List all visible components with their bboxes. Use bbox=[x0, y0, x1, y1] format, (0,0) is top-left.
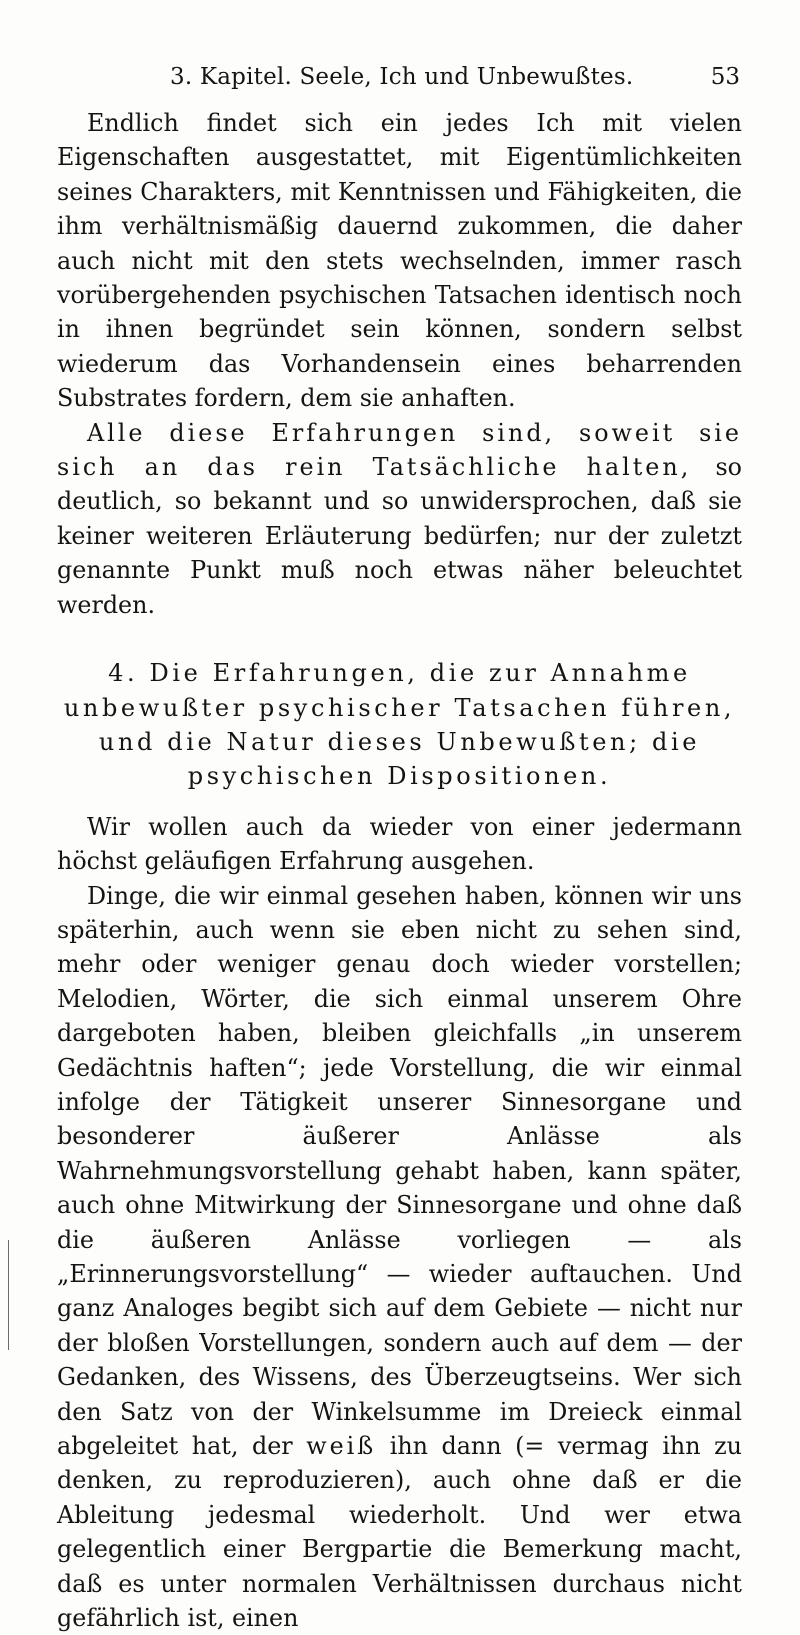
paragraph-eigenschaften: Endlich findet sich ein jedes Ich mit vielen Eigenschaften ausgestattet, mit Eigentümlichkeiten seines Charakters, mit Kenntnissen und Fähigkeiten, die ihm verhältnismäßig dauernd zukommen, die daher auch nicht mit den stets wechselnden, immer rasch vorübergehenden psychischen Tatsachen identisch noch in ihnen begründet sein können, sondern selbst wiederum das Vorhandensein eines beharrenden Substrates fordern, dem sie anhaften. bbox=[57, 109, 742, 413]
paragraph-text: Dinge, die wir einmal gesehen haben, können wir uns späterhin, auch wenn sie eben nicht zu sehen sind, mehr oder weniger genau doch wieder vorstellen; Melodien, Wörter, die sich einmal unserem Ohre dargeboten haben, bleiben gleichfalls „in unserem Gedächtnis haften“; jede Vorstellung, die wir einmal infolge der Tätigkeit unserer Sinnesorgane und besonderer äußerer Anlässe als Wahrnehmungsvorstellung gehabt haben, kann später, auch ohne Mitwirkung der Sinnesorgane und ohne daß die äußeren Anlässe vorliegen — als „Erinnerungsvorstellung“ — wieder auftauchen. Und ganz Analoges begibt sich auf dem Gebiete — nicht nur der bloßen Vorstellungen, sondern auch auf dem — der Gedanken, des Wissens, des Überzeugtseins. Wer sich den Satz von der Winkelsumme im Dreieck einmal abgeleitet hat, der bbox=[57, 881, 742, 1461]
paragraph-text: so deutlich, so bekannt und so unwidersprochen, daß sie keiner weiteren Erläuterung bedürfen; nur der zuletzt genannte Punkt muß noch etwas näher beleuchtet werden. bbox=[57, 453, 742, 619]
emphasized-word: weiß bbox=[306, 1432, 377, 1461]
page-body bbox=[57, 106, 742, 1635]
running-header bbox=[60, 64, 740, 104]
page-number: 53 bbox=[710, 64, 740, 90]
page-edge-line bbox=[8, 1240, 9, 1350]
paragraph-erfahrungen bbox=[57, 416, 742, 622]
paragraph-dinge bbox=[57, 879, 742, 1635]
chapter-title: 3. Kapitel. Seele, Ich und Unbewußtes. bbox=[170, 64, 634, 90]
section-heading: 4. Die Erfahrungen, die zur Annahme unbewußter psychischer Tatsachen führen, und die Natur dieses Unbewußten; die psychischen Dispositionen. bbox=[63, 659, 736, 791]
emphasized-text: Alle diese Erfahrungen sind, soweit sie sich an das rein Tatsächliche halten, bbox=[57, 418, 742, 482]
paragraph-intro: Wir wollen auch da wieder von einer jedermann höchst geläufigen Erfahrung ausgehen. bbox=[57, 812, 742, 876]
paragraph-text: ihn dann (= vermag ihn zu denken, zu reproduzieren), auch ohne daß er die Ableitung jedesmal wiederholt. Und wer etwa gelegentlich einer Bergpartie die Bemerkung macht, daß es unter normalen Verhältnissen durchaus nicht gefährlich ist, einen bbox=[57, 1432, 742, 1633]
